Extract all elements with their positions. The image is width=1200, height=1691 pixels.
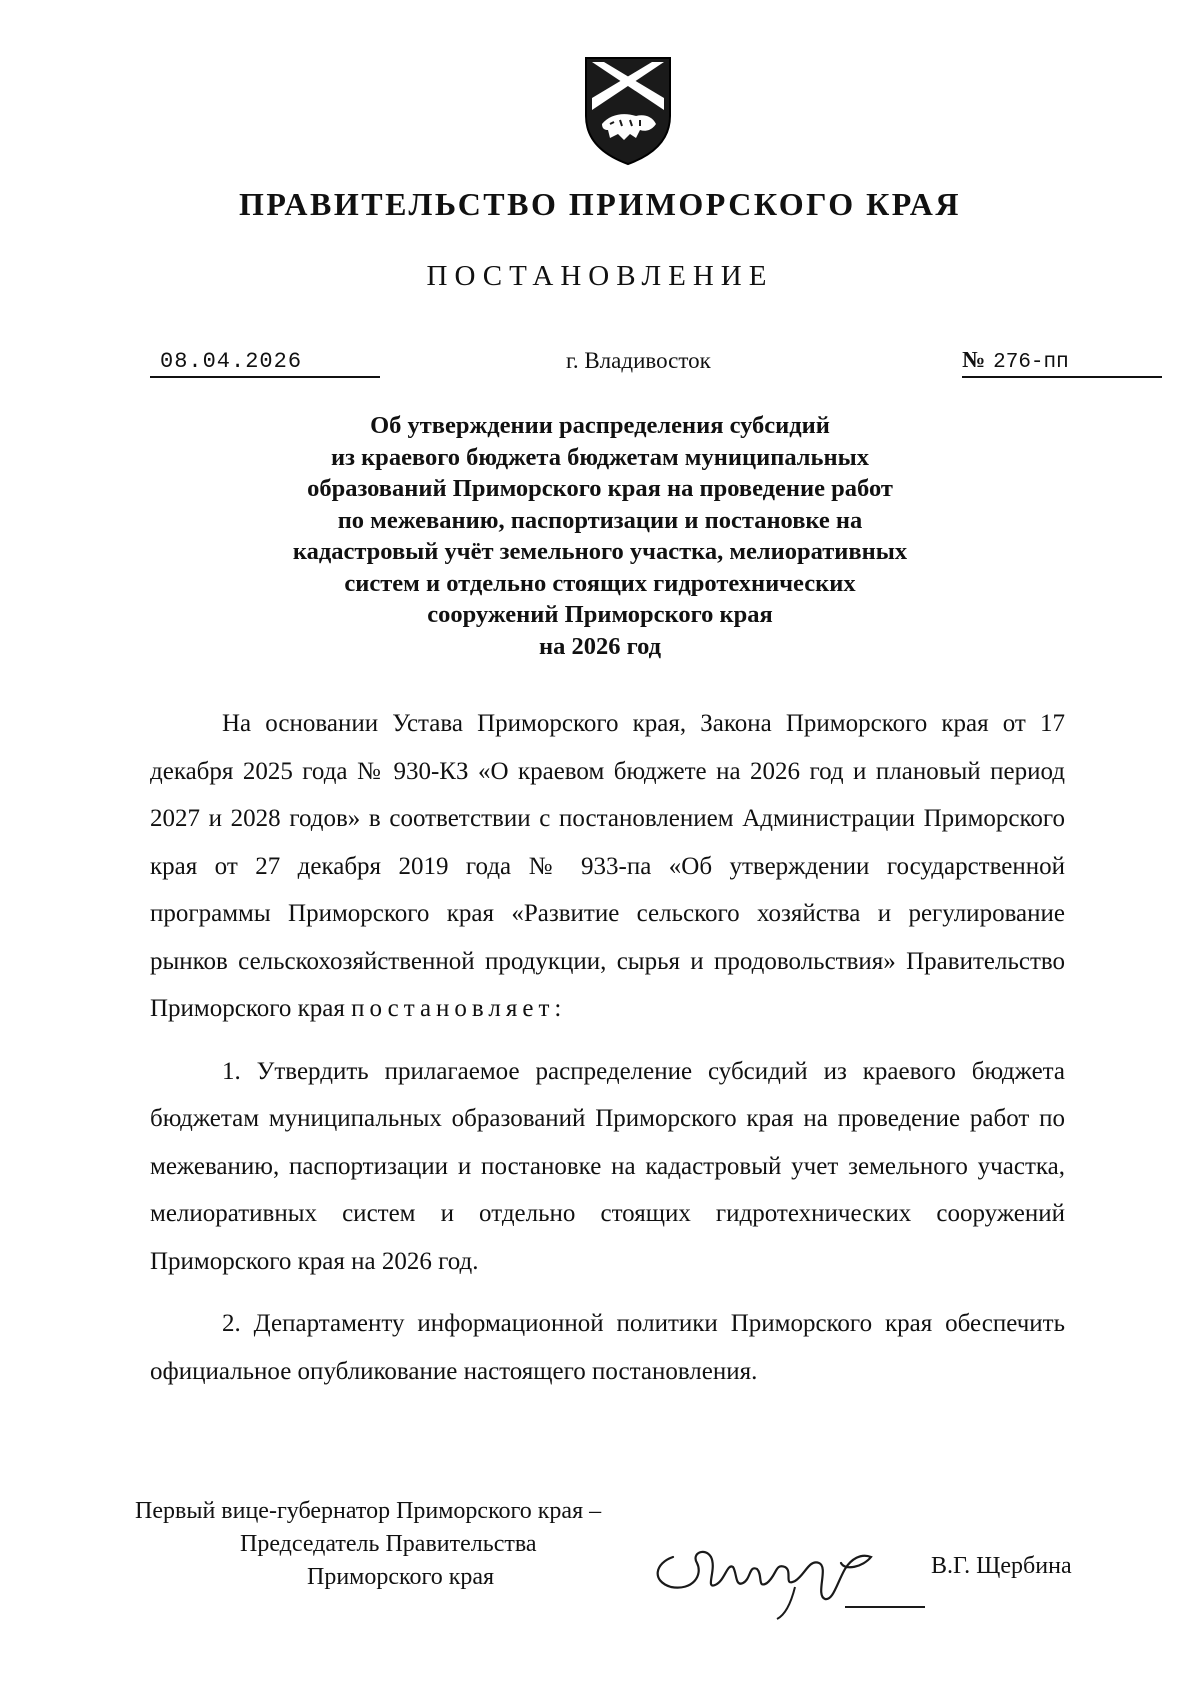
document-body: [150, 700, 1065, 1410]
title-line: образований Приморского края на проведение работ: [307, 475, 893, 502]
document-date: 08.04.2026: [150, 349, 380, 378]
position-line: Первый вице-губернатор Приморского края –: [135, 1498, 602, 1524]
preamble-paragraph: [150, 700, 1065, 1033]
document-city: г. Владивосток: [566, 348, 711, 373]
document-number: [962, 347, 1162, 378]
item-paragraph: 1. Утвердить прилагаемое распределение субсидий из краевого бюджета бюджетам муниципальных образований Приморского края на проведение работ по межеванию, паспортизации и постановке на кадастровый учет земельного участка, мелиоративных систем и отдельно стоящих гидротехнических сооружений Приморского края на 2026 год.: [150, 1057, 1065, 1275]
number-value: 276-пп: [993, 351, 1069, 374]
coat-of-arms-icon: [580, 54, 676, 166]
handwritten-signature: [645, 1523, 925, 1623]
document-title: [250, 410, 950, 662]
signatory-position: [135, 1495, 601, 1594]
item-paragraph: 2. Департаменту информационной политики Приморского края обеспечить официальное опубликование настоящего постановления.: [150, 1310, 1065, 1385]
title-line: по межеванию, паспортизации и постановке на: [337, 506, 863, 534]
signatory-name: В.Г. Щербина: [931, 1553, 1072, 1579]
title-line: из краевого бюджета бюджетам муниципальных: [330, 443, 869, 471]
organization-name: ПРАВИТЕЛЬСТВО ПРИМОРСКОГО КРАЯ: [239, 186, 961, 222]
number-sign: №: [962, 347, 986, 372]
title-line: кадастровый учёт земельного участка, мелиоративных: [292, 538, 908, 565]
decree-word: постановляет:: [351, 995, 567, 1022]
title-line: Об утверждении распределения субсидий: [370, 412, 830, 439]
document-type: ПОСТАНОВЛЕНИЕ: [426, 260, 774, 292]
position-line: Председатель Правительства: [240, 1531, 537, 1557]
title-line: сооружений Приморского края: [427, 601, 773, 628]
title-line: систем и отдельно стоящих гидротехнических: [344, 569, 856, 597]
preamble-text: На основании Устава Приморского края, Закона Приморского края от 17 декабря 2025 года № 930-КЗ «О краевом бюджете на 2026 год и плановый период 2027 и 2028 годов» в соответствии с постановлением Администрации Приморского края от 27 декабря 2019 года № 933-па «Об утверждении государственной программы Приморского края «Развитие сельского хозяйства и регулирование рынков сельскохозяйственной продукции, сырья и продовольствия» Правительство Приморского края: [150, 710, 1065, 1022]
position-line: Приморского края: [307, 1564, 495, 1590]
title-line: на 2026 год: [538, 632, 662, 660]
